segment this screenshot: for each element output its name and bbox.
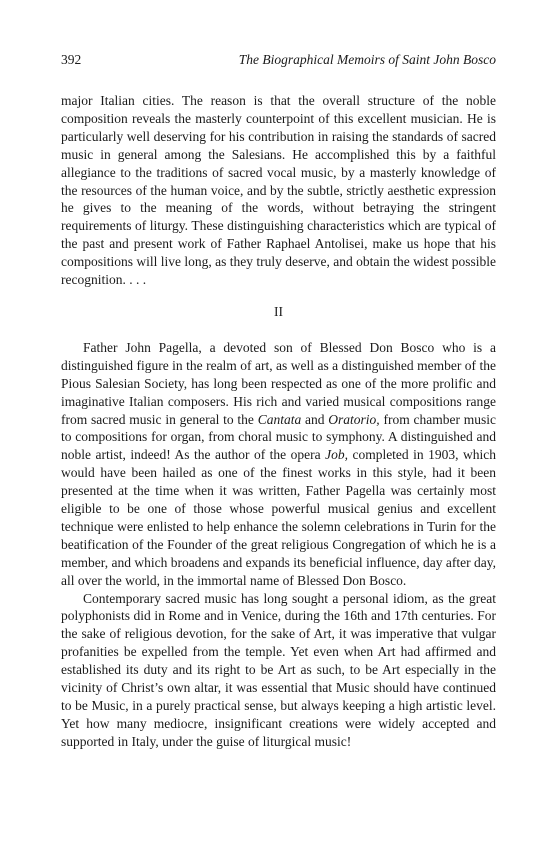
paragraph-text: Father John Pagella, a devoted son of Blessed Don Bosco who is a distinguished figure in the realm of art, as well as a distinguished member of the Pious Salesian Society, has long been respected as one of the more prolific and imaginative Italian composers. His rich and varied musical compositions range from sacred music in general to the xyxy=(61,339,496,427)
title-oratorio: Oratorio, xyxy=(328,411,380,427)
running-head: The Biographical Memoirs of Saint John Bosco xyxy=(238,52,496,67)
paragraph-text: from chamber music to compositions for organ, from choral music to symphony. A distinguished and noble artist, indeed! As the author of the opera xyxy=(61,411,496,463)
page-header xyxy=(61,52,496,72)
body-text xyxy=(61,92,496,751)
section-numeral: II xyxy=(274,303,283,319)
title-cantata: Cantata xyxy=(257,411,302,427)
page-number: 392 xyxy=(61,52,82,67)
paragraph-continuation: major Italian cities. The reason is that the overall structure of the noble composition reveals the masterly counterpoint of this excellent musician. He is particularly well deserving for his contribution in raising the standards of sacred music in general among the Salesians. He accomplished this by a faithful allegiance to the traditions of sacred vocal music, by a masterly knowledge of the resources of the human voice, and by the subtle, strictly aesthetic expression he gives to the meaning of the words, without betraying the stringent requirements of liturgy. These distinguishing characteristics which are typical of the past and present work of Father Raphael Antolisei, make us hope that his compositions will live long, as they truly deserve, and obtain the widest possible recognition. . . . xyxy=(61,93,496,288)
paragraph-text: completed in 1903, which would have been hailed as one of the finest works in this style, had it been presented at the time when it was written, Father Pagella was certainly most eligible to be one of those whose powerful musical genius and excellent technique were enlisted to help enhance the solemn celebrations in Turin for the beatification of the Founder of the great religious Congregation of which he is a member, and which broadens and expands its beneficial influence, day after day, all over the world, in the immortal name of Blessed Don Bosco. xyxy=(61,447,496,588)
paragraph-pagella xyxy=(61,339,496,590)
paragraph-text: and xyxy=(301,411,329,427)
title-job: Job, xyxy=(325,447,348,463)
paragraph-contemporary-music: Contemporary sacred music has long sought a personal idiom, as the great polyphonists did in Rome and in Venice, during the 16th and 17th centuries. For the sake of religious devotion, for the sake of Art, it was imperative that vulgar profanities be expelled from the temple. Yet even when Art had affirmed and established its duty and its right to be Art as such, to be Art especially in the vicinity of Christ’s own altar, it was essential that Music should have continued to be Music, in a purely practical sense, but always keeping a high artistic level. Yet how many mediocre, insignificant creations were widely accepted and supported in Italy, under the guise of liturgical music! xyxy=(61,590,496,749)
